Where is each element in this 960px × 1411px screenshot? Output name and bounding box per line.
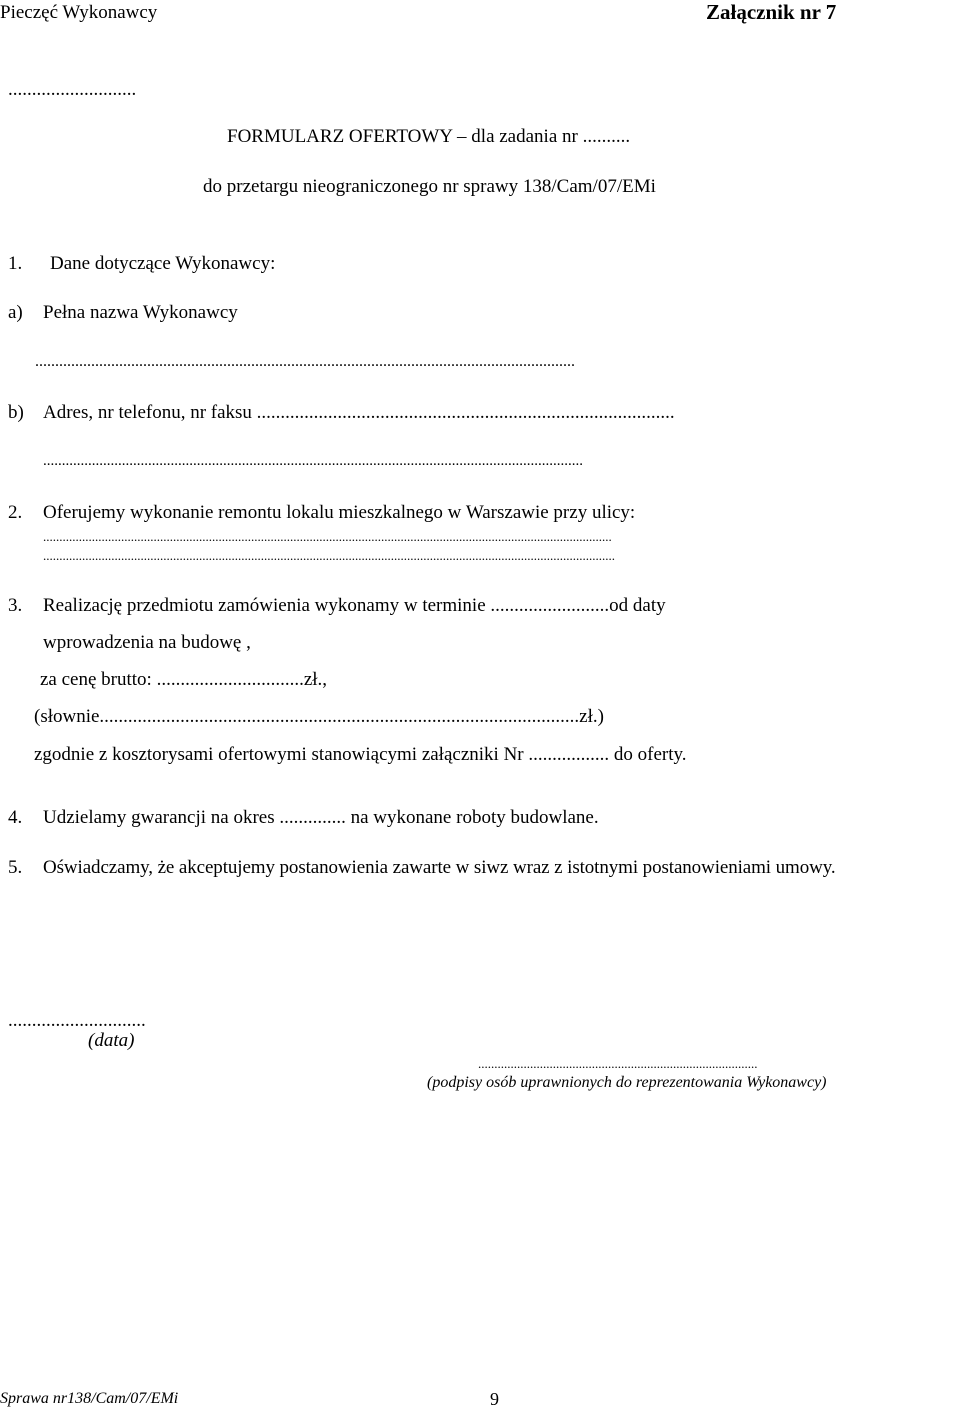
section3-line2: wprowadzenia na budowę , xyxy=(43,632,251,653)
date-label: (data) xyxy=(88,1030,135,1051)
section1-b-marker: b) xyxy=(8,402,24,423)
section1-a-marker: a) xyxy=(8,302,23,323)
stamp-label: Pieczęć Wykonawcy xyxy=(0,2,158,23)
form-title: FORMULARZ OFERTOWY – dla zadania nr .......... xyxy=(227,126,631,147)
annex-label: Załącznik nr 7 xyxy=(706,0,837,24)
section3-line3: za cenę brutto: ...............................zł., xyxy=(40,669,328,690)
section4-text: Udzielamy gwarancji na okres .............. na wykonane roboty budowlane. xyxy=(43,807,599,828)
section3-line4: (słownie.....................................................................................................zł.) xyxy=(34,706,604,727)
section1-b-label: Adres, nr telefonu, nr faksu ........................................................................................ xyxy=(43,402,675,423)
section1-a-dots: ....................................................................................................................................... xyxy=(35,353,575,370)
signature-dots: ...................................................................................... xyxy=(478,1056,758,1071)
section2-dots2: ................................................................................................................................................................................ xyxy=(43,548,615,563)
stamp-dots: ........................... xyxy=(8,79,137,100)
section1-a-label: Pełna nazwa Wykonawcy xyxy=(43,302,238,323)
section2-dots1: ............................................................................................................................................................................... xyxy=(43,529,612,544)
section1-number: 1. xyxy=(8,253,23,274)
section2-number: 2. xyxy=(8,502,23,523)
section4-number: 4. xyxy=(8,807,23,828)
tender-line: do przetargu nieograniczonego nr sprawy 138/Cam/07/EMi xyxy=(203,176,656,197)
section3-number: 3. xyxy=(8,595,23,616)
signature-label: (podpisy osób uprawnionych do reprezentowania Wykonawcy) xyxy=(427,1074,827,1091)
section1-b-dots: ................................................................................................................................................ xyxy=(43,453,583,469)
footer-page-number: 9 xyxy=(490,1389,499,1409)
section1-label: Dane dotyczące Wykonawcy: xyxy=(50,253,276,274)
section5-number: 5. xyxy=(8,857,23,878)
section2-text: Oferujemy wykonanie remontu lokalu mieszkalnego w Warszawie przy ulicy: xyxy=(43,502,636,523)
section3-line5: zgodnie z kosztorysami ofertowymi stanowiącymi załączniki Nr ................. do oferty. xyxy=(34,744,687,765)
section5-text: Oświadczamy, że akceptujemy postanowienia zawarte w siwz wraz z istotnymi postanowieniami umowy. xyxy=(43,857,836,878)
date-dots: ............................. xyxy=(8,1010,146,1031)
section3-text: Realizację przedmiotu zamówienia wykonamy w terminie .........................od daty xyxy=(43,595,666,616)
footer-case-ref: Sprawa nr138/Cam/07/EMi xyxy=(0,1390,179,1407)
